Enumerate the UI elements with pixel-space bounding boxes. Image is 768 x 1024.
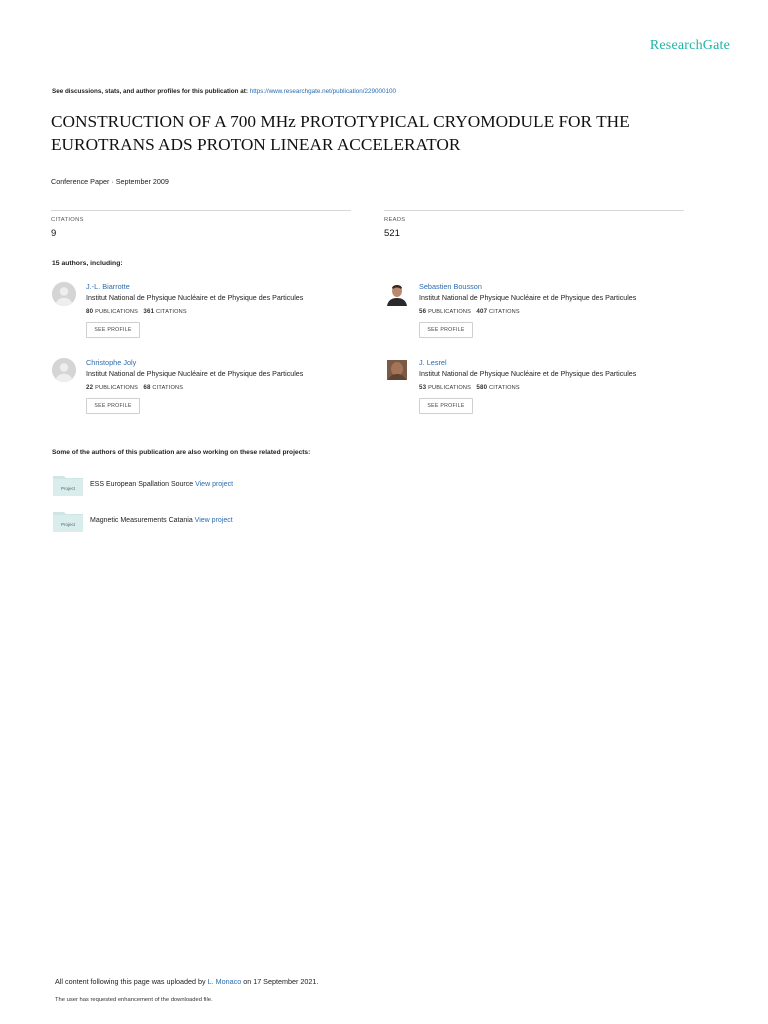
upload-prefix: All content following this page was uploaded by xyxy=(55,977,208,986)
citations-label: CITATIONS xyxy=(152,385,184,391)
upload-footer xyxy=(55,977,318,986)
project-folder-label: Project xyxy=(60,522,76,527)
author-institution: Institut National de Physique Nucléaire et de Physique des Particules xyxy=(419,294,637,302)
upload-suffix: on 17 September 2021. xyxy=(241,977,319,986)
citations-count: 361 xyxy=(143,308,155,315)
citations-count: 68 xyxy=(143,384,151,391)
related-projects-heading: Some of the authors of this publication are also working on these related projects: xyxy=(52,449,311,456)
author-card xyxy=(52,282,372,352)
publications-count: 80 xyxy=(86,308,94,315)
project-text xyxy=(90,517,233,524)
project-folder-label: Project xyxy=(60,486,76,491)
avatar-photo[interactable] xyxy=(385,358,409,382)
publication-title: CONSTRUCTION OF A 700 MHz PROTOTYPICAL CRYOMODULE FOR THE EUROTRANS ADS PROTON LINEAR ACCELERATOR xyxy=(51,112,630,154)
discussion-line xyxy=(52,88,396,95)
project-folder-icon[interactable] xyxy=(53,510,83,532)
author-institution: Institut National de Physique Nucléaire et de Physique des Particules xyxy=(86,370,304,378)
author-name-link[interactable]: Sebastien Bousson xyxy=(419,282,482,291)
citations-label: CITATIONS xyxy=(51,217,84,223)
author-stats xyxy=(86,308,187,315)
publications-count: 53 xyxy=(419,384,427,391)
author-stats xyxy=(419,308,520,315)
publications-label: PUBLICATIONS xyxy=(428,309,472,315)
author-card xyxy=(385,282,705,352)
avatar-placeholder-icon[interactable] xyxy=(52,358,76,382)
avatar-photo[interactable] xyxy=(385,282,409,306)
publications-label: PUBLICATIONS xyxy=(95,385,139,391)
citations-count: 580 xyxy=(476,384,488,391)
author-name-link[interactable]: J.-L. Biarrotte xyxy=(86,282,130,291)
divider-citations xyxy=(51,210,351,211)
author-stats xyxy=(419,384,520,391)
researchgate-logo[interactable]: ResearchGate xyxy=(649,38,730,53)
citations-count: 407 xyxy=(476,308,488,315)
uploader-link[interactable]: L. Monaco xyxy=(207,977,242,986)
publications-label: PUBLICATIONS xyxy=(95,309,139,315)
divider-reads xyxy=(384,210,684,211)
see-profile-button[interactable]: SEE PROFILE xyxy=(419,322,473,338)
citations-value: 9 xyxy=(51,228,57,239)
author-name-link[interactable]: J. Lesrel xyxy=(419,358,447,367)
publications-count: 56 xyxy=(419,308,427,315)
author-stats xyxy=(86,384,183,391)
author-card xyxy=(52,358,372,428)
project-title: ESS European Spallation Source xyxy=(90,481,196,488)
reads-value: 521 xyxy=(384,228,400,239)
publications-label: PUBLICATIONS xyxy=(428,385,472,391)
view-project-link[interactable]: View project xyxy=(194,517,233,524)
project-item xyxy=(53,510,453,532)
discussion-prefix: See discussions, stats, and author profiles for this publication at: xyxy=(52,88,250,95)
see-profile-button[interactable]: SEE PROFILE xyxy=(86,398,140,414)
project-title: Magnetic Measurements Catania xyxy=(90,517,195,524)
author-card xyxy=(385,358,705,428)
publication-url-link[interactable]: https://www.researchgate.net/publication/229000100 xyxy=(249,88,397,95)
authors-heading: 15 authors, including: xyxy=(52,260,123,267)
project-folder-icon[interactable] xyxy=(53,474,83,496)
project-text xyxy=(90,481,233,488)
enhancement-note: The user has requested enhancement of the downloaded file. xyxy=(55,997,213,1003)
see-profile-button[interactable]: SEE PROFILE xyxy=(86,322,140,338)
publications-count: 22 xyxy=(86,384,94,391)
see-profile-button[interactable]: SEE PROFILE xyxy=(419,398,473,414)
reads-label: READS xyxy=(384,217,406,223)
project-item xyxy=(53,474,453,496)
author-name-link[interactable]: Christophe Joly xyxy=(86,358,137,367)
citations-label: CITATIONS xyxy=(489,309,520,315)
author-institution: Institut National de Physique Nucléaire et de Physique des Particules xyxy=(419,370,637,378)
citations-label: CITATIONS xyxy=(489,385,520,391)
avatar-placeholder-icon[interactable] xyxy=(52,282,76,306)
publication-meta: Conference Paper · September 2009 xyxy=(51,177,169,186)
citations-label: CITATIONS xyxy=(156,309,187,315)
view-project-link[interactable]: View project xyxy=(195,481,234,488)
author-institution: Institut National de Physique Nucléaire et de Physique des Particules xyxy=(86,294,304,302)
